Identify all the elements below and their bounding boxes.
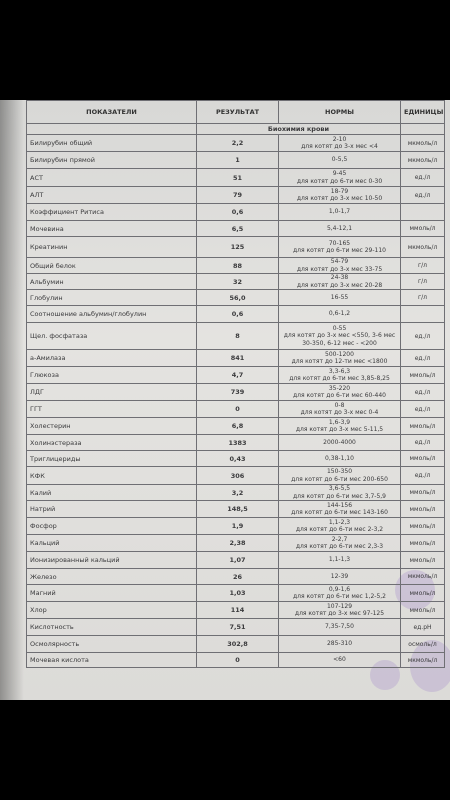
result-value: 0,6 — [197, 204, 279, 221]
result-value: 4,7 — [197, 367, 279, 384]
norm-line: 2-10 — [332, 135, 347, 143]
norm-line: для котят до 6-ти мес 29-110 — [293, 247, 386, 254]
norm-line: 0,38-1,10 — [325, 454, 354, 462]
table-row — [27, 367, 445, 384]
result-value: 1,07 — [197, 552, 279, 569]
table-row — [27, 221, 445, 237]
unit: ммоль/л — [401, 485, 445, 501]
norm-range — [279, 258, 401, 274]
unit — [401, 204, 445, 221]
table-row — [27, 451, 445, 467]
result-value: 56,0 — [197, 290, 279, 306]
parameter-name: Железо — [27, 569, 197, 585]
result-value: 1,9 — [197, 518, 279, 535]
norm-line: для котят до 3-х мес <4 — [301, 143, 378, 150]
result-value: 1,03 — [197, 585, 279, 602]
table-row — [27, 274, 445, 290]
unit: мкмоль/л — [401, 653, 445, 668]
norm-line: 2000-4000 — [323, 438, 356, 446]
norm-range — [279, 135, 401, 152]
result-value: 306 — [197, 467, 279, 485]
table-header-row — [27, 101, 445, 124]
unit: г/л — [401, 258, 445, 274]
result-value: 1 — [197, 152, 279, 169]
norm-line: для котят до 6-ти мес 3,85-8,25 — [289, 375, 390, 382]
result-value: 1383 — [197, 435, 279, 451]
unit: ммоль/л — [401, 418, 445, 435]
norm-line: 150-350 — [326, 468, 353, 475]
norm-line: 18-79 — [330, 187, 349, 195]
header-parameter: ПОКАЗАТЕЛИ — [27, 101, 197, 124]
parameter-name: Холестерин — [27, 418, 197, 435]
parameter-name: Ионизированный кальций — [27, 552, 197, 569]
norm-line: для котят до 6-ти мес 200-650 — [291, 475, 388, 483]
result-value: 3,2 — [197, 485, 279, 501]
norm-line: 9-45 — [332, 170, 347, 177]
unit: ед./л — [401, 169, 445, 187]
result-value: 7,51 — [197, 619, 279, 636]
table-row — [27, 585, 445, 602]
results-table — [26, 100, 445, 668]
unit: г/л — [401, 274, 445, 290]
norm-line: 12-39 — [330, 572, 349, 580]
norm-line: для котят до 6-ти мес 60-440 — [293, 392, 386, 399]
norm-line: 285-310 — [326, 640, 353, 648]
norm-range — [279, 384, 401, 401]
table-row — [27, 323, 445, 350]
norm-line: для котят до 3-х мес 97-125 — [294, 610, 385, 617]
unit: ед./л — [401, 435, 445, 451]
norm-range — [279, 501, 401, 518]
unit: ммоль/л — [401, 585, 445, 602]
unit: ммоль/л — [401, 518, 445, 535]
table-row — [27, 258, 445, 274]
parameter-name: Глобулин — [27, 290, 197, 306]
norm-line: для котят до 6-ти мес 143-160 — [291, 509, 388, 516]
norm-range — [279, 169, 401, 187]
norm-range — [279, 401, 401, 418]
norm-line: 0,6-1,2 — [328, 310, 351, 318]
table-row — [27, 435, 445, 451]
parameter-name: Холинэстераза — [27, 435, 197, 451]
norm-line: для котят до 3-х мес 20-28 — [296, 281, 383, 289]
unit: ммоль/л — [401, 602, 445, 619]
result-value: 841 — [197, 350, 279, 367]
norm-line: для котят до 6-ти мес 0-30 — [296, 177, 383, 185]
norm-range — [279, 367, 401, 384]
norm-range — [279, 418, 401, 435]
table-row — [27, 384, 445, 401]
unit: ммоль/л — [401, 552, 445, 569]
norm-range — [279, 585, 401, 602]
result-value: 51 — [197, 169, 279, 187]
norm-line: 30-350, 6-12 мес - <200 — [302, 339, 377, 347]
result-value: 125 — [197, 237, 279, 258]
unit: ед./л — [401, 401, 445, 418]
page-shadow — [0, 100, 24, 700]
norm-range — [279, 350, 401, 367]
unit: мкмоль/л — [401, 152, 445, 169]
result-value: 148,5 — [197, 501, 279, 518]
norm-line: 3,3-6,3 — [328, 367, 351, 375]
unit: ммоль/л — [401, 367, 445, 384]
norm-line: 54-79 — [330, 258, 349, 265]
norm-range — [279, 636, 401, 653]
norm-line: для котят до 3-х мес 0-4 — [300, 409, 379, 416]
result-value: 0 — [197, 653, 279, 668]
norm-range — [279, 204, 401, 221]
parameter-name: Коэффициент Ритиса — [27, 204, 197, 221]
norm-range — [279, 435, 401, 451]
parameter-name: Альбумин — [27, 274, 197, 290]
parameter-name: а-Амилаза — [27, 350, 197, 367]
unit — [401, 306, 445, 323]
table-row — [27, 653, 445, 668]
parameter-name: КФК — [27, 467, 197, 485]
parameter-name: Щел. фосфатаза — [27, 323, 197, 350]
table-row — [27, 467, 445, 485]
result-value: 2,2 — [197, 135, 279, 152]
norm-line: для котят до 6-ти мес 1,2-5,2 — [293, 593, 386, 600]
section-title: Биохимия крови — [197, 124, 401, 135]
unit: мкмоль/л — [401, 237, 445, 258]
table-row — [27, 485, 445, 501]
result-value: 2,38 — [197, 535, 279, 552]
parameter-name: Триглицериды — [27, 451, 197, 467]
norm-range — [279, 306, 401, 323]
norm-range — [279, 187, 401, 204]
result-value: 6,8 — [197, 418, 279, 435]
norm-line: 1,0-1,7 — [328, 208, 351, 216]
header-norm: НОРМЫ — [279, 101, 401, 124]
parameter-name: АСТ — [27, 169, 197, 187]
norm-range — [279, 518, 401, 535]
header-result: РЕЗУЛЬТАТ — [197, 101, 279, 124]
norm-line: <60 — [333, 656, 346, 664]
norm-range — [279, 535, 401, 552]
bottom-black-bar — [0, 700, 450, 800]
norm-line: 0,9-1,6 — [328, 585, 351, 593]
section-row — [27, 124, 445, 135]
result-value: 6,5 — [197, 221, 279, 237]
table-row — [27, 350, 445, 367]
table-row — [27, 619, 445, 636]
norm-line: 1,1-2,3 — [328, 518, 351, 526]
result-value: 79 — [197, 187, 279, 204]
parameter-name: Билирубин общий — [27, 135, 197, 152]
parameter-name: Билирубин прямой — [27, 152, 197, 169]
norm-line: 1,6-3,9 — [328, 418, 351, 426]
norm-line: для котят до 6-ти мес 2-3,2 — [295, 526, 384, 533]
norm-line: 5,4-12,1 — [326, 224, 353, 232]
unit: ед./л — [401, 187, 445, 204]
norm-line: 7,35-7,50 — [325, 623, 354, 631]
norm-range — [279, 274, 401, 290]
table-row — [27, 187, 445, 204]
parameter-name: АЛТ — [27, 187, 197, 204]
unit: ед./л — [401, 467, 445, 485]
norm-range — [279, 467, 401, 485]
norm-line: 35-220 — [328, 384, 351, 392]
norm-range — [279, 290, 401, 306]
header-unit: ЕДИНИЦЫ — [401, 101, 445, 124]
norm-range — [279, 221, 401, 237]
table-row — [27, 306, 445, 323]
norm-line: 24-38 — [330, 274, 349, 281]
result-value: 8 — [197, 323, 279, 350]
table-row — [27, 401, 445, 418]
result-value: 26 — [197, 569, 279, 585]
parameter-name: Соотношение альбумин/глобулин — [27, 306, 197, 323]
unit: ммоль/л — [401, 221, 445, 237]
norm-range — [279, 653, 401, 668]
norm-range — [279, 451, 401, 467]
norm-line: 16-55 — [330, 293, 349, 301]
unit: ммоль/л — [401, 451, 445, 467]
norm-range — [279, 237, 401, 258]
norm-line: 0-8 — [334, 401, 345, 409]
parameter-name: ГГТ — [27, 401, 197, 418]
unit: ммоль/л — [401, 535, 445, 552]
norm-line: 144-156 — [326, 501, 353, 509]
norm-line: для котят до 12-ти мес <1800 — [291, 358, 388, 365]
result-value: 32 — [197, 274, 279, 290]
unit: ммоль/л — [401, 501, 445, 518]
parameter-name: Мочевина — [27, 221, 197, 237]
table-row — [27, 501, 445, 518]
top-black-bar — [0, 0, 450, 100]
norm-range — [279, 619, 401, 636]
norm-line: 1,1-1,3 — [328, 556, 351, 564]
parameter-name: Кислотность — [27, 619, 197, 636]
result-value: 114 — [197, 602, 279, 619]
table-row — [27, 152, 445, 169]
parameter-name: ЛДГ — [27, 384, 197, 401]
norm-range — [279, 323, 401, 350]
parameter-name: Калий — [27, 485, 197, 501]
norm-line: для котят до 6-ти мес 2,3-3 — [295, 543, 384, 550]
norm-line: 0-5,5 — [331, 156, 348, 164]
unit: мкмоль/л — [401, 135, 445, 152]
table-row — [27, 237, 445, 258]
unit: ед./л — [401, 350, 445, 367]
table-row — [27, 135, 445, 152]
parameter-name: Мочевая кислота — [27, 653, 197, 668]
norm-line: для котят до 3-х мес 10-50 — [296, 195, 383, 202]
norm-range — [279, 152, 401, 169]
parameter-name: Глюкоза — [27, 367, 197, 384]
parameter-name: Осмолярность — [27, 636, 197, 653]
result-value: 0 — [197, 401, 279, 418]
norm-line: для котят до 6-ти мес 3,7-5,9 — [293, 492, 386, 500]
norm-line: для котят до 3-х мес <550, 3-6 мес — [283, 332, 396, 340]
norm-line: для котят до 3-х мес 33-75 — [296, 265, 383, 273]
table-row — [27, 569, 445, 585]
unit: ед.pH — [401, 619, 445, 636]
unit: мкмоль/л — [401, 569, 445, 585]
norm-line: 2-2,7 — [331, 535, 348, 543]
unit: осмоль/л — [401, 636, 445, 653]
result-value: 88 — [197, 258, 279, 274]
table-row — [27, 290, 445, 306]
result-value: 0,43 — [197, 451, 279, 467]
lab-report-paper — [0, 100, 450, 700]
parameter-name: Креатинин — [27, 237, 197, 258]
parameter-name: Хлор — [27, 602, 197, 619]
norm-range — [279, 485, 401, 501]
unit: ед./л — [401, 323, 445, 350]
norm-range — [279, 569, 401, 585]
table-row — [27, 204, 445, 221]
parameter-name: Фосфор — [27, 518, 197, 535]
result-value: 739 — [197, 384, 279, 401]
result-value: 0,6 — [197, 306, 279, 323]
parameter-name: Магний — [27, 585, 197, 602]
result-value: 302,8 — [197, 636, 279, 653]
unit: ед./л — [401, 384, 445, 401]
table-row — [27, 602, 445, 619]
parameter-name: Общий белок — [27, 258, 197, 274]
table-row — [27, 535, 445, 552]
parameter-name: Кальций — [27, 535, 197, 552]
parameter-name: Натрий — [27, 501, 197, 518]
norm-line: для котят до 3-х мес 5-11,5 — [295, 426, 384, 433]
norm-line: 500-1200 — [325, 350, 354, 358]
norm-line: 0-55 — [332, 324, 347, 332]
table-row — [27, 418, 445, 435]
table-row — [27, 169, 445, 187]
unit: г/л — [401, 290, 445, 306]
table-row — [27, 552, 445, 569]
table-row — [27, 636, 445, 653]
norm-line: 107-129 — [326, 602, 353, 610]
norm-range — [279, 602, 401, 619]
norm-line: 3,6-5,5 — [328, 485, 351, 492]
table-row — [27, 518, 445, 535]
norm-line: 70-165 — [328, 239, 351, 247]
norm-range — [279, 552, 401, 569]
